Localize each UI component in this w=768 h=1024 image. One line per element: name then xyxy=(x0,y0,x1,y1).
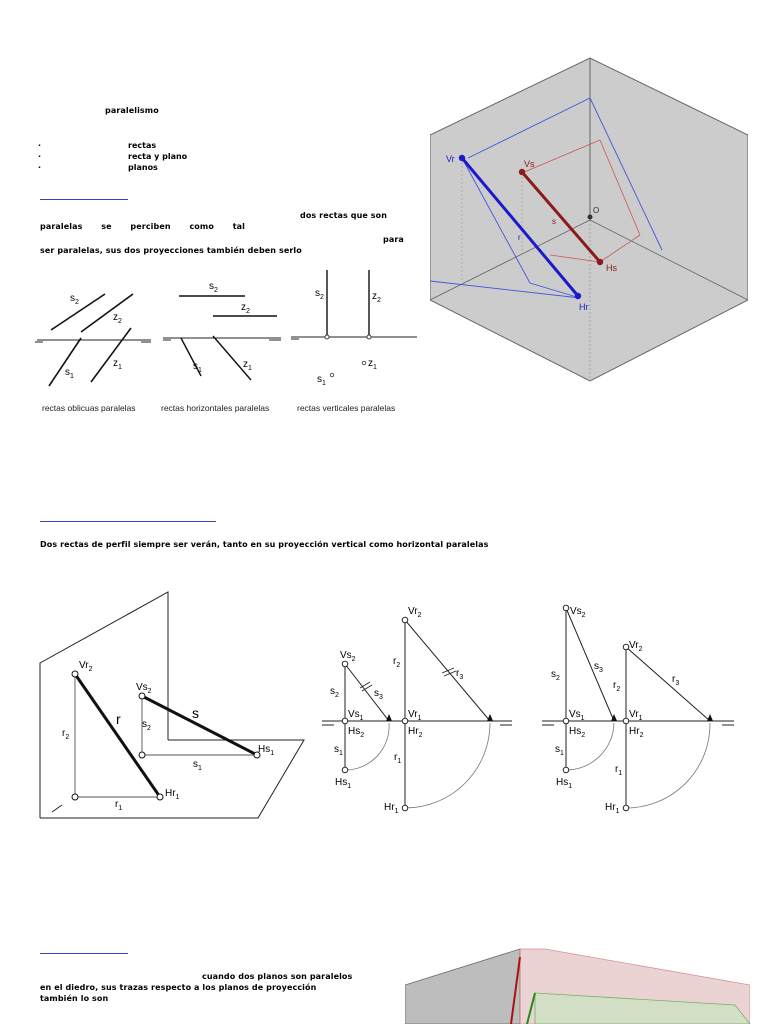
point-vr xyxy=(459,155,465,161)
label-z1: $z_1$ xyxy=(243,359,252,372)
point-markers xyxy=(72,671,260,800)
label-vr2: $Vr_2$ xyxy=(629,640,643,653)
label-hs2: $Hs_2$ xyxy=(348,726,365,739)
origin-point xyxy=(588,215,593,220)
label-s2: $s_2$ xyxy=(551,669,560,682)
label-r: r xyxy=(518,233,521,242)
point-markers xyxy=(563,605,629,811)
label-s2: $s_2$ xyxy=(209,281,218,294)
reference-lines xyxy=(75,674,257,797)
label-hr2: $Hr_2$ xyxy=(629,726,644,739)
label-s1: $s_1$ xyxy=(555,744,564,757)
label-z1: $z_1$ xyxy=(368,358,377,371)
ground-lines xyxy=(35,337,417,342)
label-vr2: $Vr_2$ xyxy=(408,606,422,619)
label-vr1: $Vr_1$ xyxy=(408,709,422,722)
label-s: s xyxy=(552,217,556,226)
bullet-label: rectas xyxy=(128,141,157,150)
link-underline xyxy=(40,953,128,954)
label-hr: Hr xyxy=(579,302,589,312)
link-underline xyxy=(40,521,216,522)
label-vs1: $Vs_1$ xyxy=(569,709,585,722)
list-item xyxy=(38,152,278,163)
label-vs1: $Vs_1$ xyxy=(348,709,364,722)
label-vs2: $Vs_2$ xyxy=(570,606,586,619)
label-r1: $r_1$ xyxy=(115,799,123,812)
label-z2: $z_2$ xyxy=(372,291,381,304)
label-hr1: $Hr_1$ xyxy=(605,802,620,815)
point-vs xyxy=(519,169,525,175)
point-marker xyxy=(330,373,334,377)
paragraph-3-line3: también lo son xyxy=(40,994,109,1003)
point-hs xyxy=(597,259,603,265)
bullet-marker: · xyxy=(38,163,42,172)
cube-faces xyxy=(430,58,748,381)
label-hs1: $Hs_1$ xyxy=(258,744,275,757)
label-s2: $s_2$ xyxy=(330,686,339,699)
label-s: s xyxy=(192,705,199,721)
arrow-marker xyxy=(487,714,493,721)
label-r3: $r_3$ xyxy=(672,674,680,687)
label-z1: $z_1$ xyxy=(113,358,122,371)
bullet-label: recta y plano xyxy=(128,152,188,161)
caption-oblique: rectas oblicuas paralelas xyxy=(42,403,136,413)
parallel-projections-diagram xyxy=(33,268,423,418)
vertical-lines xyxy=(327,270,369,337)
label-s1: $s_1$ xyxy=(65,367,74,380)
projection-lines xyxy=(566,608,710,808)
paragraph-1-line2b: para xyxy=(383,235,404,244)
parallel-planes-diagram xyxy=(405,945,750,1024)
label-s3: $s_3$ xyxy=(594,661,603,674)
point-marker xyxy=(367,335,371,339)
paragraph-1-line1: dos rectas que son xyxy=(300,211,388,220)
label-hr1: $Hr_1$ xyxy=(384,802,399,815)
arrow-marker xyxy=(707,714,713,721)
label-hr2: $Hr_2$ xyxy=(408,726,423,739)
label-s1: $s_1$ xyxy=(334,744,343,757)
label-r1: $r_1$ xyxy=(394,752,402,765)
profile-projection-diagram-1 xyxy=(322,602,517,820)
label-vr2: $Vr_2$ xyxy=(79,660,93,673)
label-hs2: $Hs_2$ xyxy=(569,726,586,739)
label-s2: $s_2$ xyxy=(142,719,151,732)
label-s2: $s_2$ xyxy=(70,293,79,306)
label-r3: $r_3$ xyxy=(456,668,464,681)
paragraph-3-line2: en el diedro, sus trazas respecto a los planos de proyección xyxy=(40,983,317,992)
paragraph-2: Dos rectas de perfil siempre ser verán, tanto en su proyección vertical como horizontal paralelas xyxy=(40,540,489,549)
dihedral-cube-diagram xyxy=(430,55,748,383)
caption-vertical: rectas verticales paralelas xyxy=(297,403,396,413)
list-item xyxy=(38,141,278,152)
paragraph-1-line3: ser paralelas, sus dos proyecciones también deben serlo xyxy=(40,246,302,255)
label-origin: O xyxy=(593,206,600,215)
label-hs: Hs xyxy=(606,263,617,273)
label-vr: Vr xyxy=(446,154,455,164)
section-title: paralelismo xyxy=(105,106,159,115)
label-r2: $r_2$ xyxy=(393,656,401,669)
paragraph-1-line2: paralelas se perciben como tal xyxy=(40,222,245,231)
profile-lines-3d-diagram xyxy=(38,590,308,822)
point-marker xyxy=(325,335,329,339)
label-s2: $s_2$ xyxy=(315,288,324,301)
label-s1: $s_1$ xyxy=(193,361,202,374)
label-r1: $r_1$ xyxy=(615,764,623,777)
bullet-marker: · xyxy=(38,141,42,150)
projection-planes xyxy=(40,592,304,818)
vertical-plane xyxy=(405,949,520,1024)
paragraph-3-line1: cuando dos planos son paralelos xyxy=(202,972,353,981)
bullet-label: planos xyxy=(128,163,158,172)
profile-projection-diagram-2 xyxy=(542,602,738,820)
bullet-marker: · xyxy=(38,152,42,161)
bullet-list xyxy=(38,141,278,174)
point-hr xyxy=(575,293,581,299)
label-r2: $r_2$ xyxy=(613,680,621,693)
label-s3: $s_3$ xyxy=(374,688,383,701)
line-s xyxy=(142,696,257,755)
label-r: r xyxy=(116,711,121,727)
label-r2: $r_2$ xyxy=(62,728,70,741)
label-vs2: $Vs_2$ xyxy=(340,650,356,663)
label-vs2: $Vs_2$ xyxy=(136,682,152,695)
label-z2: $z_2$ xyxy=(113,312,122,325)
point-marker xyxy=(362,361,366,365)
caption-horizontal: rectas horizontales paralelas xyxy=(161,403,270,413)
label-s1: $s_1$ xyxy=(193,759,202,772)
link-underline xyxy=(40,199,128,200)
label-hr1: $Hr_1$ xyxy=(165,788,180,801)
label-hs1: $Hs_1$ xyxy=(556,777,573,790)
label-s1: $s_1$ xyxy=(317,374,326,387)
label-hs1: $Hs_1$ xyxy=(335,777,352,790)
label-vs: Vs xyxy=(524,159,535,169)
list-item xyxy=(38,163,278,174)
label-vr1: $Vr_1$ xyxy=(629,709,643,722)
label-z2: $z_2$ xyxy=(241,302,250,315)
